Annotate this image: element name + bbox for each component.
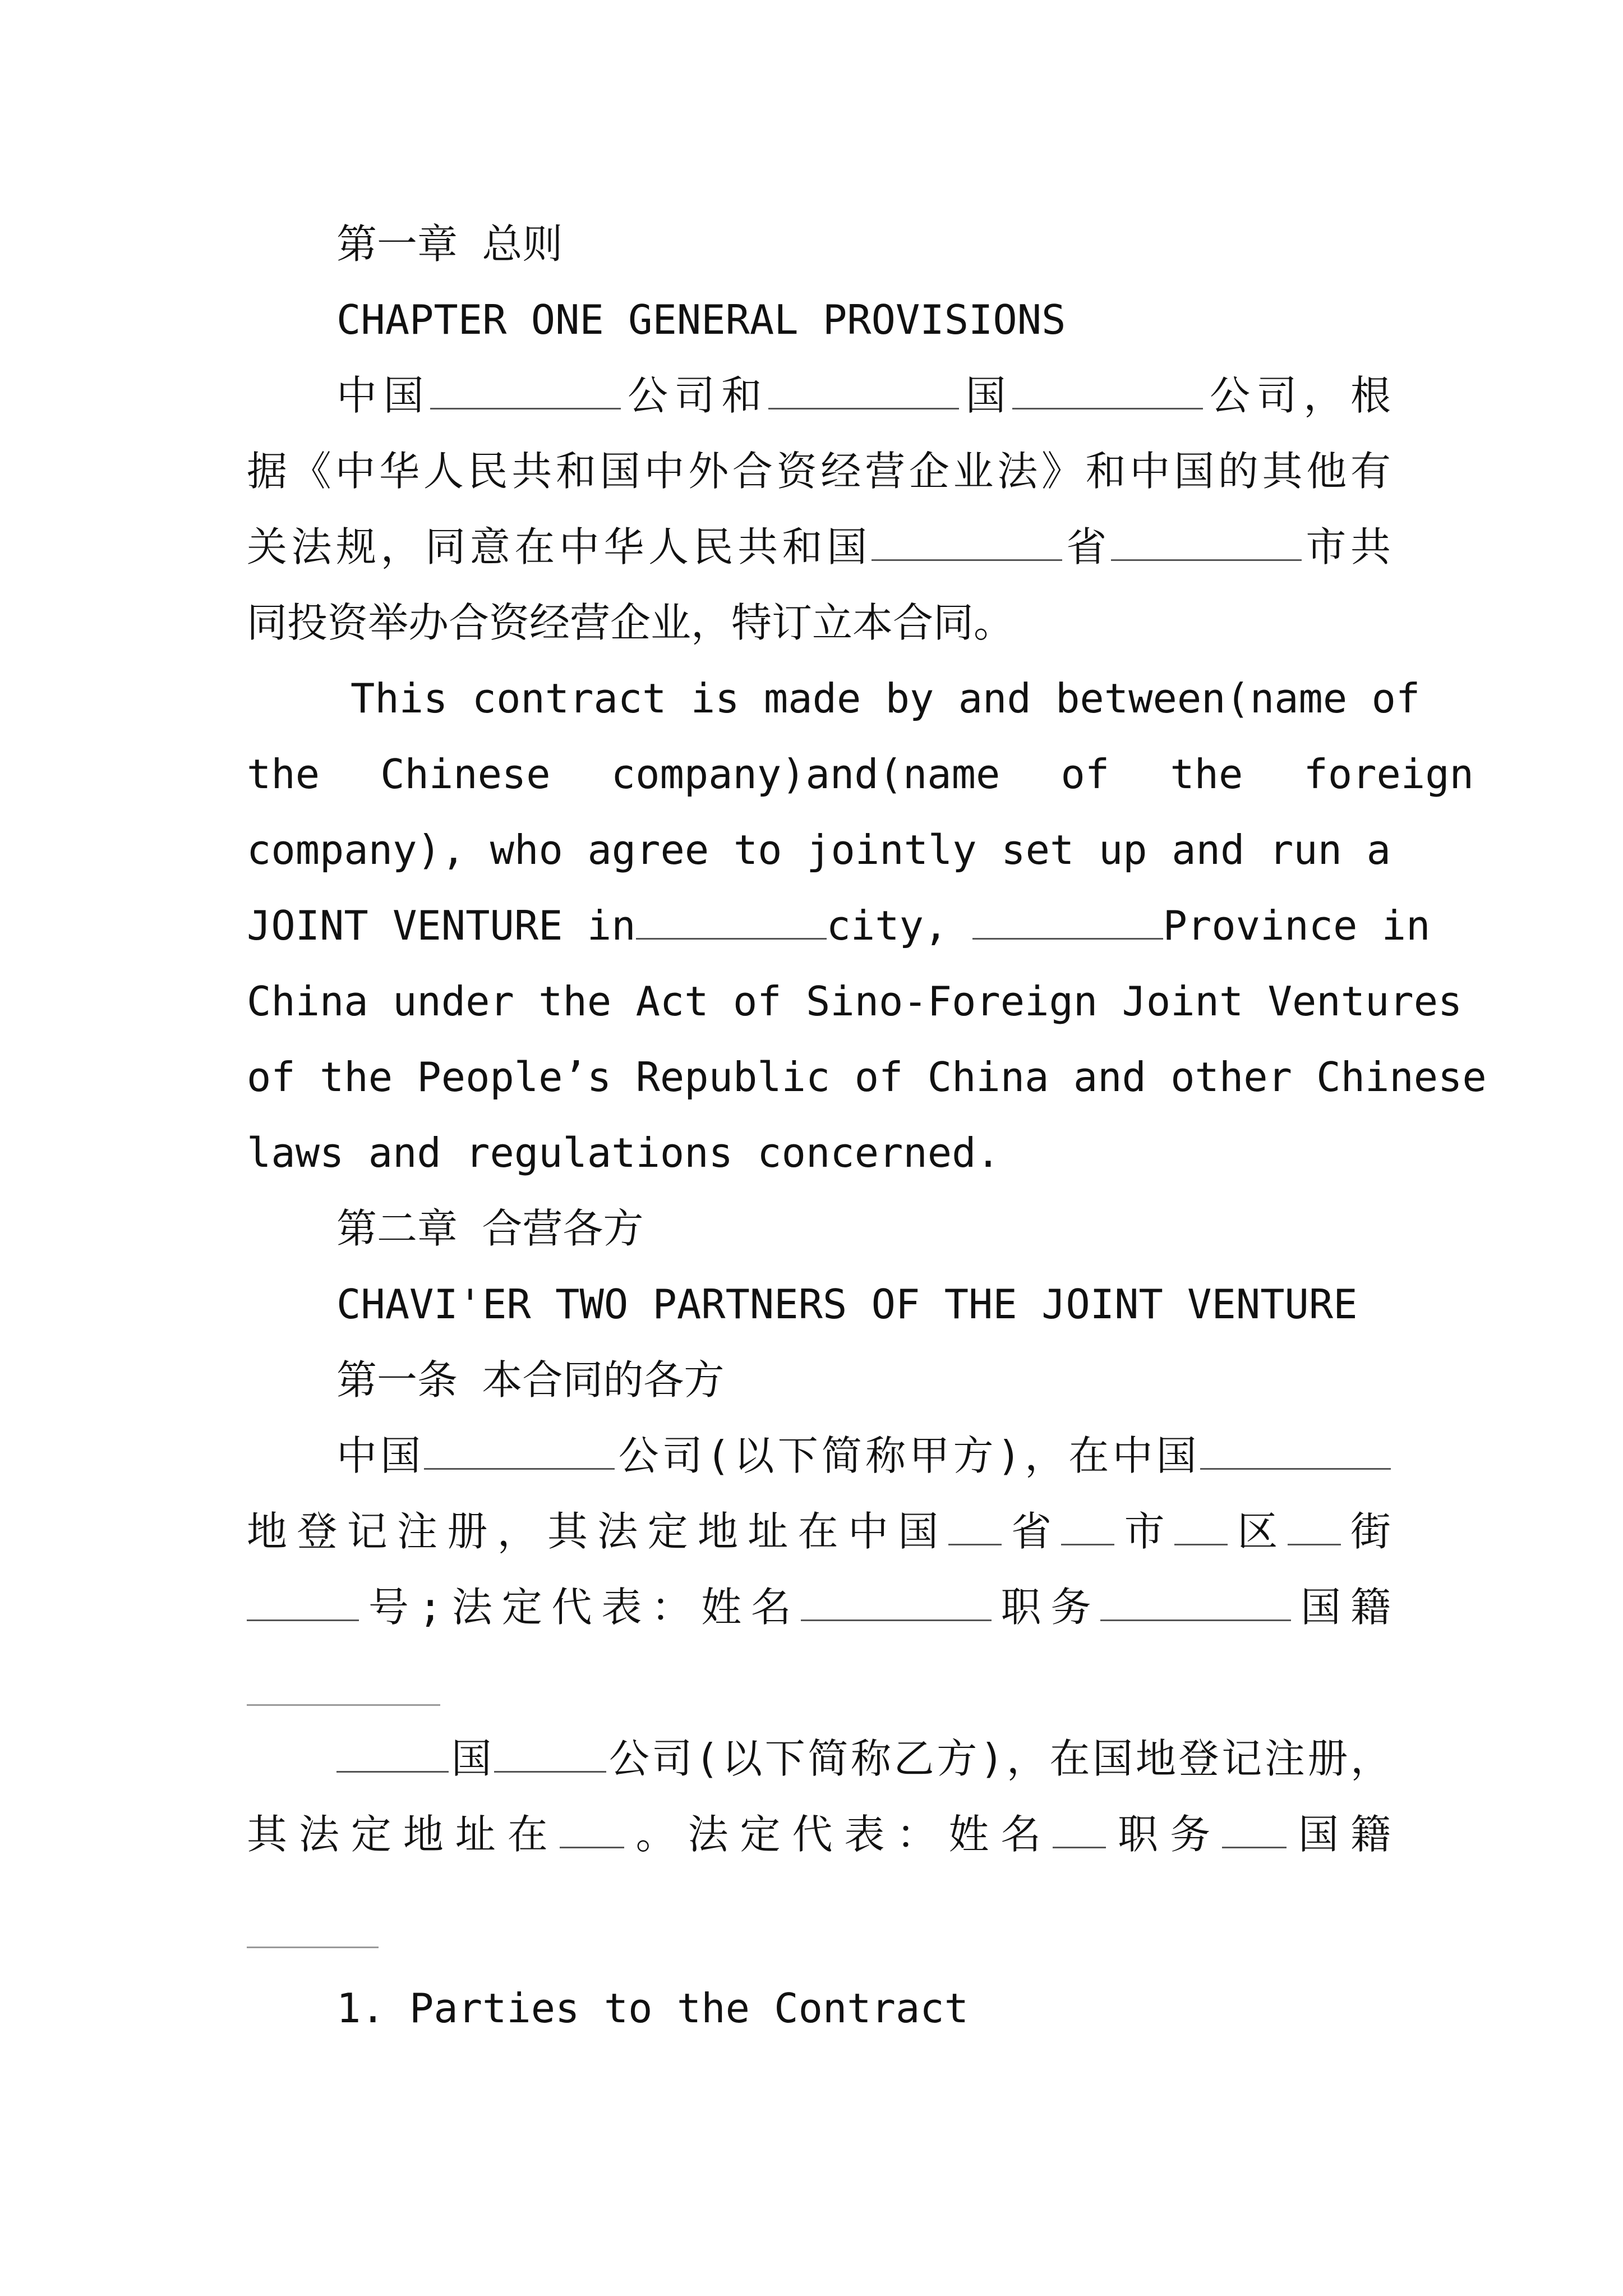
blank-field [430,374,621,409]
article-one-heading-cn: 第一条 本合同的各方 [336,1356,725,1404]
preamble-cn-line-4: 同投资举办合资经营企业，特订立本合同。 [247,599,1015,646]
blank-field [1111,526,1302,561]
blank-field [801,1586,992,1621]
blank-field [1200,1434,1391,1470]
preamble-cn-line-3: 关法规，同意在中华人民共和国 省 市共 [247,523,1391,570]
blank-field [247,1586,359,1621]
party-a-line-2: 地登记注册，其法定地址在中国 省 市 区 街 [247,1508,1391,1555]
blank-field [336,1737,449,1773]
blank-field [1174,1510,1228,1545]
preamble-en-line-5: China under the Act of Sino-Foreign Joint Ventures [247,978,1463,1025]
blank-field [1061,1510,1114,1545]
preamble-en-line-1: This contract is made by and between(name of [351,675,1421,722]
blank-field [1288,1510,1341,1545]
blank-field [872,526,1062,561]
blank-field [1053,1813,1106,1848]
blank-field [424,1434,615,1470]
chapter-one-heading-cn: 第一章 总则 [336,220,563,268]
preamble-en-line-7: laws and regulations concerned. [247,1129,1000,1176]
article-one-heading-en: 1. Parties to the Contract [336,1985,969,2032]
blank-field [768,374,959,409]
chapter-two-heading-cn: 第二章 合营各方 [336,1205,644,1252]
chapter-one-heading-en: CHAPTER ONE GENERAL PROVISIONS [336,296,1066,343]
preamble-en-line-4: JOINT VENTURE in city, Province in [247,902,1431,949]
blank-field [1222,1813,1287,1848]
preamble-en-line-3: company), who agree to jointly set up and run a [247,826,1391,873]
blank-field [494,1737,606,1773]
blank-field [560,1813,624,1848]
party-a-line-3: 号;法定代表：姓名 职务 国籍 [247,1579,1391,1635]
preamble-en-line-2: the Chinese company)and(name of the foreign [247,751,1474,798]
preamble-cn-line-2: 据《中华人民共和国中外合资经营企业法》和中国的其他有 [247,448,1391,495]
preamble-en-line-6: of the People’s Republic of China and other Chinese [247,1053,1487,1101]
blank-field [247,1704,440,1706]
blank-field [1012,374,1203,409]
blank-field [948,1510,1002,1545]
chapter-two-heading-en: CHAVI'ER TWO PARTNERS OF THE JOINT VENTURE [336,1281,1358,1328]
party-a-line-1: 中国 公司(以下简称甲方)，在中国 [336,1428,1391,1484]
blank-field [247,1947,379,1948]
preamble-cn-line-1: 中国 公司和 国 公司，根 [336,372,1391,419]
blank-field [636,904,827,940]
party-b-line-2: 其法定地址在 。法定代表：姓名 职务 国籍 [247,1811,1391,1858]
party-b-line-1: 国 公司(以下简称乙方)，在国地登记注册， [336,1731,1391,1787]
blank-field [972,904,1163,940]
blank-field [1100,1586,1291,1621]
